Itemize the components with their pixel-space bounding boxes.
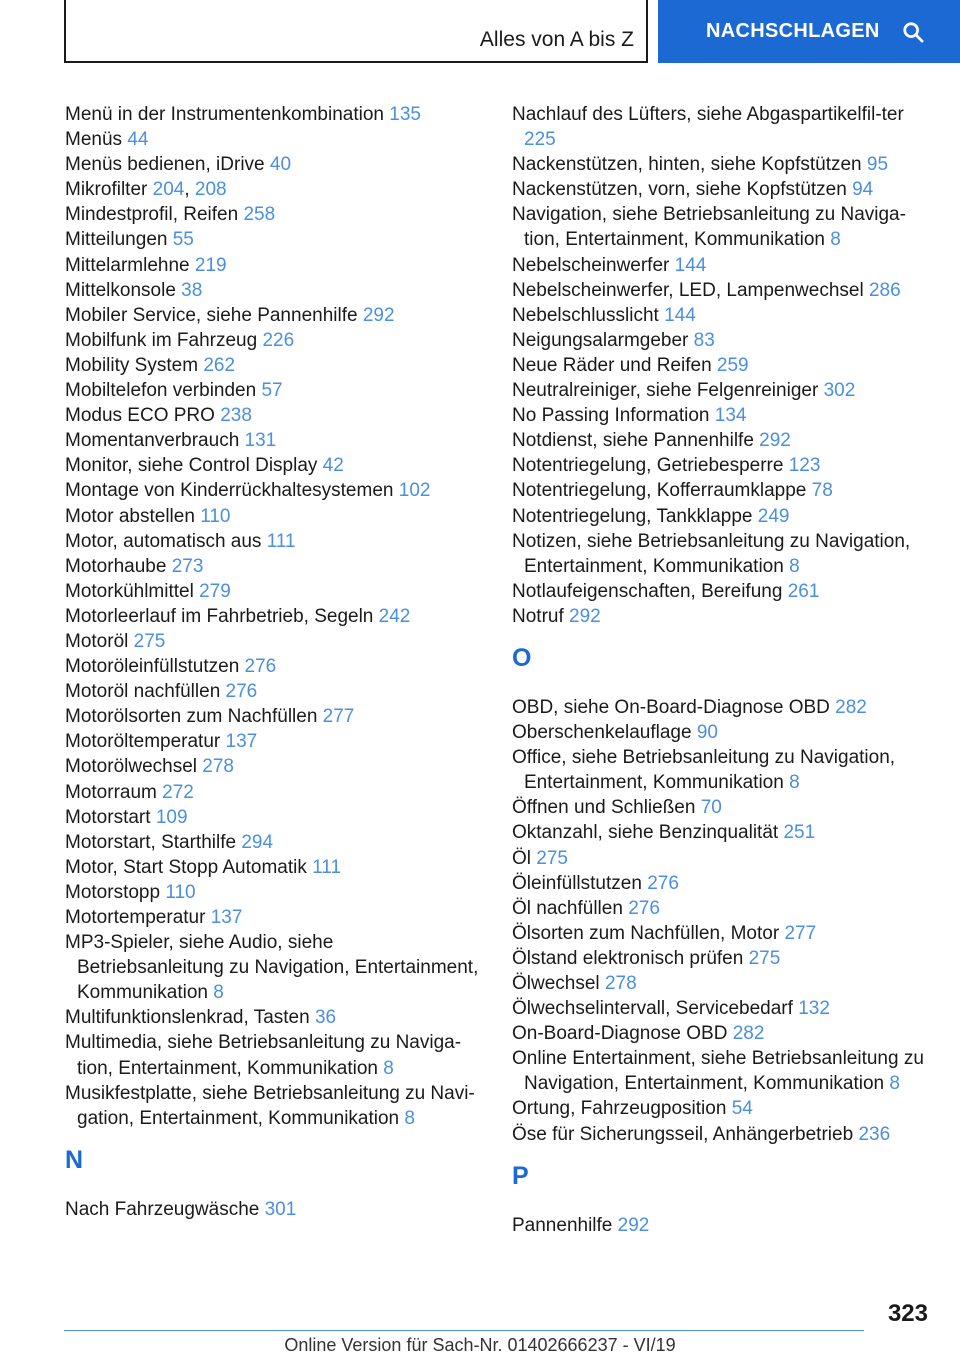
index-entry-text: Multifunktionslenkrad, Tasten	[65, 1007, 310, 1029]
index-entry-text: Modus ECO PRO	[65, 405, 215, 427]
index-entry-text: Oktanzahl, siehe Benzinqualität	[512, 822, 779, 844]
index-entry	[512, 403, 932, 428]
page-reference-link[interactable]: 259	[716, 354, 749, 376]
page-reference-link[interactable]: 236	[858, 1123, 891, 1145]
index-entry-text: Motorstopp	[65, 881, 161, 903]
index-entry-text: Öl nachfüllen	[512, 897, 623, 919]
page-reference-link[interactable]: 111	[312, 856, 342, 878]
search-icon	[902, 21, 924, 43]
index-entry-text: Ölstand elektronisch prüfen	[512, 947, 744, 969]
index-entry-text: Motortemperatur	[65, 907, 206, 928]
index-letter-heading: P	[512, 1161, 529, 1190]
page-reference-link[interactable]: 258	[243, 204, 276, 226]
page-reference-link[interactable]: 277	[322, 706, 355, 728]
index-entry	[512, 1213, 932, 1238]
index-entry	[65, 880, 483, 905]
page-reference-link[interactable]: 95	[866, 154, 889, 176]
index-entry-text: Office, siehe Betriebsanleitung zu Navigation, Entertainment, Kommunikation	[512, 747, 896, 794]
index-entry	[65, 579, 483, 604]
index-entry	[65, 729, 483, 754]
page-number: 323	[887, 1300, 928, 1327]
index-entry-text: Mobiler Service, siehe Pannenhilfe	[65, 304, 358, 326]
index-entry-text: Nackenstützen, hinten, siehe Kopfstützen	[512, 154, 862, 176]
index-entry	[65, 278, 483, 303]
index-letter-heading: N	[65, 1145, 84, 1174]
index-entry-text: Neigungsalarmgeber	[512, 329, 689, 351]
page-reference-link[interactable]: 292	[569, 605, 601, 627]
page-reference-link[interactable]: 292	[617, 1214, 650, 1236]
page-reference-link[interactable]: 272	[162, 781, 194, 803]
nachschlagen-button[interactable]	[658, 0, 960, 63]
nav-label: NACHSCHLAGEN	[706, 20, 880, 42]
page-reference-link[interactable]: 42	[322, 455, 344, 477]
index-entry	[65, 805, 483, 830]
index-entry	[65, 478, 483, 503]
page-reference-link[interactable]: 294	[241, 831, 274, 853]
index-entry-text: On-Board-Diagnose OBD	[512, 1023, 728, 1045]
index-entry	[512, 353, 932, 378]
index-entry	[65, 403, 483, 428]
index-entry-text: Monitor, siehe Control Display	[65, 455, 318, 477]
index-entry-text: Nebelscheinwerfer, LED, Lampenwechsel	[512, 279, 864, 301]
index-entry	[512, 745, 932, 795]
page-reference-link[interactable]: 131	[244, 430, 277, 452]
page-reference-link[interactable]: 137	[225, 731, 258, 753]
index-entry-text: Musikfestplatte, siehe Betriebsanleitung zu Navi-gation, Entertainment, Kommunikation	[65, 1082, 475, 1129]
page-reference-link[interactable]: 275	[133, 630, 166, 652]
index-entry	[512, 795, 932, 820]
index-entry-text: Oberschenkelauflage	[512, 722, 692, 744]
page-reference-link[interactable]: 44	[127, 129, 149, 151]
index-entry	[65, 152, 483, 177]
index-entry-text: Nebelschlusslicht	[512, 304, 659, 326]
header-section-box	[64, 0, 648, 63]
page-reference-link[interactable]: 102	[398, 480, 431, 502]
index-entry	[65, 328, 483, 353]
index-entry-text: Motoröleinfüllstutzen	[65, 656, 240, 678]
index-entry-text: Motorstart	[65, 806, 151, 828]
page-reference-link[interactable]: 8	[830, 229, 841, 251]
page-reference-link[interactable]: 262	[203, 354, 236, 376]
index-entry-text: Motorkühlmittel	[65, 580, 194, 602]
page-reference-link[interactable]: 282	[732, 1023, 765, 1045]
index-entry	[65, 830, 483, 855]
index-entry	[512, 504, 932, 529]
index-entry-text: Mittelkonsole	[65, 279, 176, 301]
page-reference-link[interactable]: 36	[314, 1007, 337, 1029]
index-entry-text: Mobilfunk im Fahrzeug	[65, 329, 258, 351]
index-entry-text: Mittelarmlehne	[65, 254, 190, 276]
index-entry	[512, 152, 932, 177]
index-entry-text: Neutralreiniger, siehe Felgenreiniger	[512, 380, 819, 402]
index-entry-text: Ölwechsel	[512, 973, 600, 994]
index-entry-text: Motoröltemperatur	[65, 731, 221, 753]
index-entry-text: Momentanverbrauch	[65, 430, 240, 452]
index-entry-text: Notlaufeigenschaften, Bereifung	[512, 580, 783, 602]
index-entry-text: Ölwechselintervall, Servicebedarf	[512, 998, 793, 1020]
index-letter-heading: O	[512, 643, 532, 672]
index-entry	[512, 529, 932, 579]
index-entry	[512, 996, 932, 1021]
index-entry	[65, 102, 483, 127]
index-entry-text: Motor, Start Stopp Automatik	[65, 856, 307, 878]
index-entry	[512, 579, 932, 604]
index-entry-text: Öl	[512, 847, 531, 869]
index-entry-text: OBD, siehe On-Board-Diagnose OBD	[512, 696, 830, 718]
page-reference-link[interactable]: 78	[811, 480, 833, 502]
index-entry	[65, 1030, 483, 1080]
page-reference-link[interactable]: 278	[202, 756, 234, 778]
index-entry	[65, 303, 483, 328]
index-entry	[65, 604, 483, 629]
page-reference-link[interactable]: 57	[261, 380, 283, 402]
index-entry-text: Mindestprofil, Reifen	[65, 204, 239, 226]
page-reference-link[interactable]: 275	[748, 947, 781, 969]
index-entry	[65, 905, 483, 930]
index-entry	[65, 428, 483, 453]
index-entry	[65, 504, 483, 529]
index-entry-text: Motoröl	[65, 630, 129, 652]
page-reference-link[interactable]: 276	[628, 897, 660, 919]
index-entry	[512, 1021, 932, 1046]
index-entry-text: Nebelscheinwerfer	[512, 254, 670, 276]
page-reference-link[interactable]: 109	[155, 806, 188, 828]
page-reference-link[interactable]: 38	[181, 279, 203, 301]
index-entry	[65, 453, 483, 478]
index-entry-text: Ortung, Fahrzeugposition	[512, 1098, 727, 1120]
page-reference-link[interactable]: 238	[220, 405, 252, 427]
index-entry: Mikrofilter 204, 208	[65, 179, 227, 201]
page-reference-link[interactable]: 123	[788, 455, 821, 477]
index-entry	[512, 202, 932, 252]
page-reference-link[interactable]: 90	[696, 722, 718, 744]
index-entry	[65, 1005, 483, 1030]
index-entry-text: Motor abstellen	[65, 505, 195, 527]
index-entry	[65, 529, 483, 554]
index-entry-text: Motorölsorten zum Nachfüllen	[65, 706, 318, 728]
index-entry	[512, 177, 932, 202]
page-reference-link[interactable]: 94	[852, 179, 874, 201]
page-reference-link[interactable]: 208	[194, 179, 227, 201]
index-entry-text: No Passing Information	[512, 405, 710, 427]
index-entry-text: Montage von Kinderrückhaltesystemen	[65, 480, 394, 502]
index-entry-text: Notentriegelung, Tankklappe	[512, 505, 753, 527]
index-entry	[512, 278, 932, 303]
page-reference-link[interactable]: 55	[172, 229, 194, 251]
index-entry-text: Notentriegelung, Kofferraumklappe	[512, 480, 807, 502]
index-entry-text: Nach Fahrzeugwäsche	[65, 1198, 260, 1220]
page-reference-link[interactable]: 219	[194, 254, 227, 276]
index-entry	[512, 604, 932, 629]
index-entry	[512, 1096, 932, 1121]
index-entry	[512, 871, 932, 896]
index-entry-text: Motorleerlauf im Fahrbetrieb, Segeln	[65, 605, 374, 627]
page-reference-link[interactable]: 276	[225, 681, 258, 703]
page-reference-link[interactable]: 132	[798, 998, 830, 1020]
page-reference-link[interactable]: 282	[835, 696, 867, 718]
index-entry	[512, 303, 932, 328]
index-entry-text: Ölsorten zum Nachfüllen, Motor	[512, 922, 780, 944]
page-reference-link[interactable]: 8	[789, 772, 800, 794]
index-entry	[512, 820, 932, 845]
index-entry-text: Motoröl nachfüllen	[65, 681, 221, 703]
index-entry	[512, 946, 932, 971]
index-entry	[512, 253, 932, 278]
index-entry-text: Navigation, siehe Betriebsanleitung zu Naviga-tion, Entertainment, Kommunikation	[512, 204, 906, 251]
page-reference-link[interactable]: 8	[383, 1057, 394, 1079]
index-entry-text: Mitteilungen	[65, 229, 168, 251]
index-entry-text: Öleinfüllstutzen	[512, 872, 642, 894]
index-entry	[65, 855, 483, 880]
page-reference-link[interactable]: 111	[266, 530, 296, 552]
page-reference-link[interactable]: 225	[524, 129, 556, 151]
page-reference-link[interactable]: 70	[700, 797, 722, 819]
index-entry	[512, 328, 932, 353]
index-entry-text: Öse für Sicherungsseil, Anhängerbetrieb	[512, 1123, 854, 1145]
index-entry	[512, 720, 932, 745]
page-reference-link[interactable]: 144	[674, 254, 707, 276]
index-entry-text: Motorstart, Starthilfe	[65, 831, 237, 853]
index-entry-text: Menüs bedienen, iDrive	[65, 154, 265, 176]
index-entry-text: Motorölwechsel	[65, 756, 197, 778]
index-entry	[65, 227, 483, 252]
index-entry-text: Mikrofilter	[65, 179, 148, 201]
page-reference-link[interactable]: 83	[693, 329, 715, 351]
footer-divider	[64, 1330, 864, 1331]
page-reference-link[interactable]: 275	[536, 847, 568, 869]
page-reference-link[interactable]: 279	[199, 580, 231, 602]
index-entry	[65, 1081, 483, 1131]
index-entry-text: Online Entertainment, siehe Betriebsanleitung zu Navigation, Entertainment, Kommunikation	[512, 1048, 924, 1095]
index-entry	[65, 704, 483, 729]
index-entry-text: Motor, automatisch aus	[65, 530, 262, 552]
page-reference-link[interactable]: 137	[210, 907, 243, 928]
index-entry-text: Notentriegelung, Getriebesperre	[512, 455, 784, 477]
index-entry	[512, 921, 932, 946]
index-entry-text: Mobiltelefon verbinden	[65, 380, 257, 402]
index-entry-text: Motorhaube	[65, 555, 167, 577]
page-reference-link[interactable]: 276	[647, 872, 679, 894]
index-entry	[65, 127, 483, 152]
index-entry	[65, 378, 483, 403]
page-reference-link[interactable]: 261	[787, 580, 820, 602]
index-entry	[512, 428, 932, 453]
index-entry	[65, 629, 483, 654]
index-entry	[512, 1122, 932, 1147]
page-reference-link[interactable]: 40	[269, 154, 292, 176]
index-entry	[512, 378, 932, 403]
index-entry-text: Pannenhilfe	[512, 1214, 613, 1236]
index-entry-text: Notizen, siehe Betriebsanleitung zu Navigation, Entertainment, Kommunikation	[512, 530, 911, 577]
page-reference-link[interactable]: 292	[362, 304, 395, 326]
index-entry	[65, 780, 483, 805]
page-reference-link[interactable]: 292	[759, 430, 791, 452]
index-entry	[65, 930, 483, 1005]
index-entry-text: Mobility System	[65, 354, 199, 376]
index-entry	[65, 554, 483, 579]
index-entry	[512, 846, 932, 871]
section-title: Alles von A bis Z	[479, 28, 634, 51]
page-reference-link[interactable]: 144	[664, 304, 696, 326]
page-reference-link[interactable]: 249	[757, 505, 790, 527]
index-entry-text: MP3-Spieler, siehe Audio, siehe Betriebsanleitung zu Navigation, Entertainment, Kommunikation	[65, 932, 479, 1004]
index-entry-text: Notdienst, siehe Pannenhilfe	[512, 430, 754, 452]
page-reference-link[interactable]: 302	[823, 380, 856, 402]
index-entry	[512, 896, 932, 921]
index-entry-text: Notruf	[512, 605, 564, 627]
page-reference-link[interactable]: 8	[213, 982, 224, 1004]
page-reference-link[interactable]: 286	[868, 279, 901, 301]
page-reference-link[interactable]: 204	[152, 179, 185, 201]
index-entry	[512, 971, 932, 996]
index-entry	[65, 1197, 483, 1222]
page-reference-link[interactable]: 278	[604, 973, 637, 994]
index-entry	[512, 478, 932, 503]
index-entry-text: Nachlauf des Lüfters, siehe Abgaspartikelfil-ter	[512, 104, 904, 125]
page-reference-link[interactable]: 8	[404, 1107, 415, 1129]
index-entry	[65, 253, 483, 278]
page-reference-link[interactable]: 301	[264, 1198, 297, 1220]
page-reference-link[interactable]: 110	[200, 505, 231, 527]
page-reference-link[interactable]: 54	[731, 1098, 753, 1120]
index-entry	[65, 202, 483, 227]
index-entry	[65, 654, 483, 679]
page-reference-link[interactable]: 242	[378, 605, 411, 627]
index-entry-text: Nackenstützen, vorn, siehe Kopfstützen	[512, 179, 847, 201]
footer-version: Online Version für Sach-Nr. 01402666237 - VI/19	[284, 1335, 676, 1355]
page-reference-link[interactable]: 226	[262, 329, 295, 351]
index-entry-text: Menüs	[65, 129, 123, 151]
index-entry	[65, 353, 483, 378]
index-entry	[65, 679, 483, 704]
index-entry-text: Menü in der Instrumentenkombination	[65, 104, 384, 125]
page-reference-link[interactable]: 251	[783, 822, 816, 844]
index-entry	[512, 453, 932, 478]
index-column-right	[512, 102, 932, 1238]
page-reference-link[interactable]: 135	[389, 104, 421, 125]
index-entry	[512, 1046, 932, 1096]
index-entry-text: Neue Räder und Reifen	[512, 354, 712, 376]
index-entry-text: Öffnen und Schließen	[512, 797, 696, 819]
page-reference-link[interactable]: 134	[714, 405, 747, 427]
index-column-left	[65, 102, 483, 1222]
page-reference-link[interactable]: 8	[789, 555, 800, 577]
index-entry	[65, 754, 483, 779]
index-entry	[512, 102, 932, 152]
page-reference-link[interactable]: 8	[889, 1073, 900, 1095]
page-reference-link[interactable]: 273	[171, 555, 204, 577]
page-reference-link[interactable]: 277	[784, 922, 817, 944]
index-entry-text: Multimedia, siehe Betriebsanleitung zu Naviga-tion, Entertainment, Kommunikation	[65, 1032, 462, 1079]
page-reference-link[interactable]: 110	[165, 881, 196, 903]
index-entry-text: Motorraum	[65, 781, 157, 803]
page-reference-link[interactable]: 276	[244, 656, 277, 678]
index-entry	[512, 695, 932, 720]
